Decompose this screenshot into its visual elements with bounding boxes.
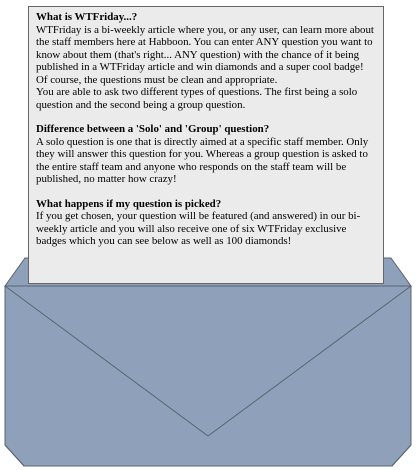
faq-heading: What happens if my question is picked?	[36, 197, 222, 210]
faq-paragraph: WTFriday is a bi-weekly article where you, or any user, can learn more about the staff members here at Habboon. You can enter ANY question you want to know about them (that's right... ANY question) with the chance of it being published in a WTFriday article and win diamonds and a super cool badge! Of course, the questions must be clean and appropriate.	[36, 23, 374, 86]
faq-paragraph: A solo question is one that is directly aimed at a specific staff member. Only they will answer this question for you. Whereas a group question is asked to the entire staff team and anyone who responds on the staff team will be published, no matter how crazy!	[36, 135, 369, 185]
faq-paragraph: If you get chosen, your question will be featured (and answered) in our bi-weekly article and you will also receive one of six WTFriday exclusive badges which you can see below as well as 100 diamonds!	[36, 210, 361, 247]
faq-paragraph: You are able to ask two different types of questions. The first being a solo question and the second being a group question.	[36, 86, 358, 111]
faq-heading: Difference between a 'Solo' and 'Group' question?	[36, 123, 270, 135]
faq-heading: What is WTFriday...?	[36, 11, 138, 23]
